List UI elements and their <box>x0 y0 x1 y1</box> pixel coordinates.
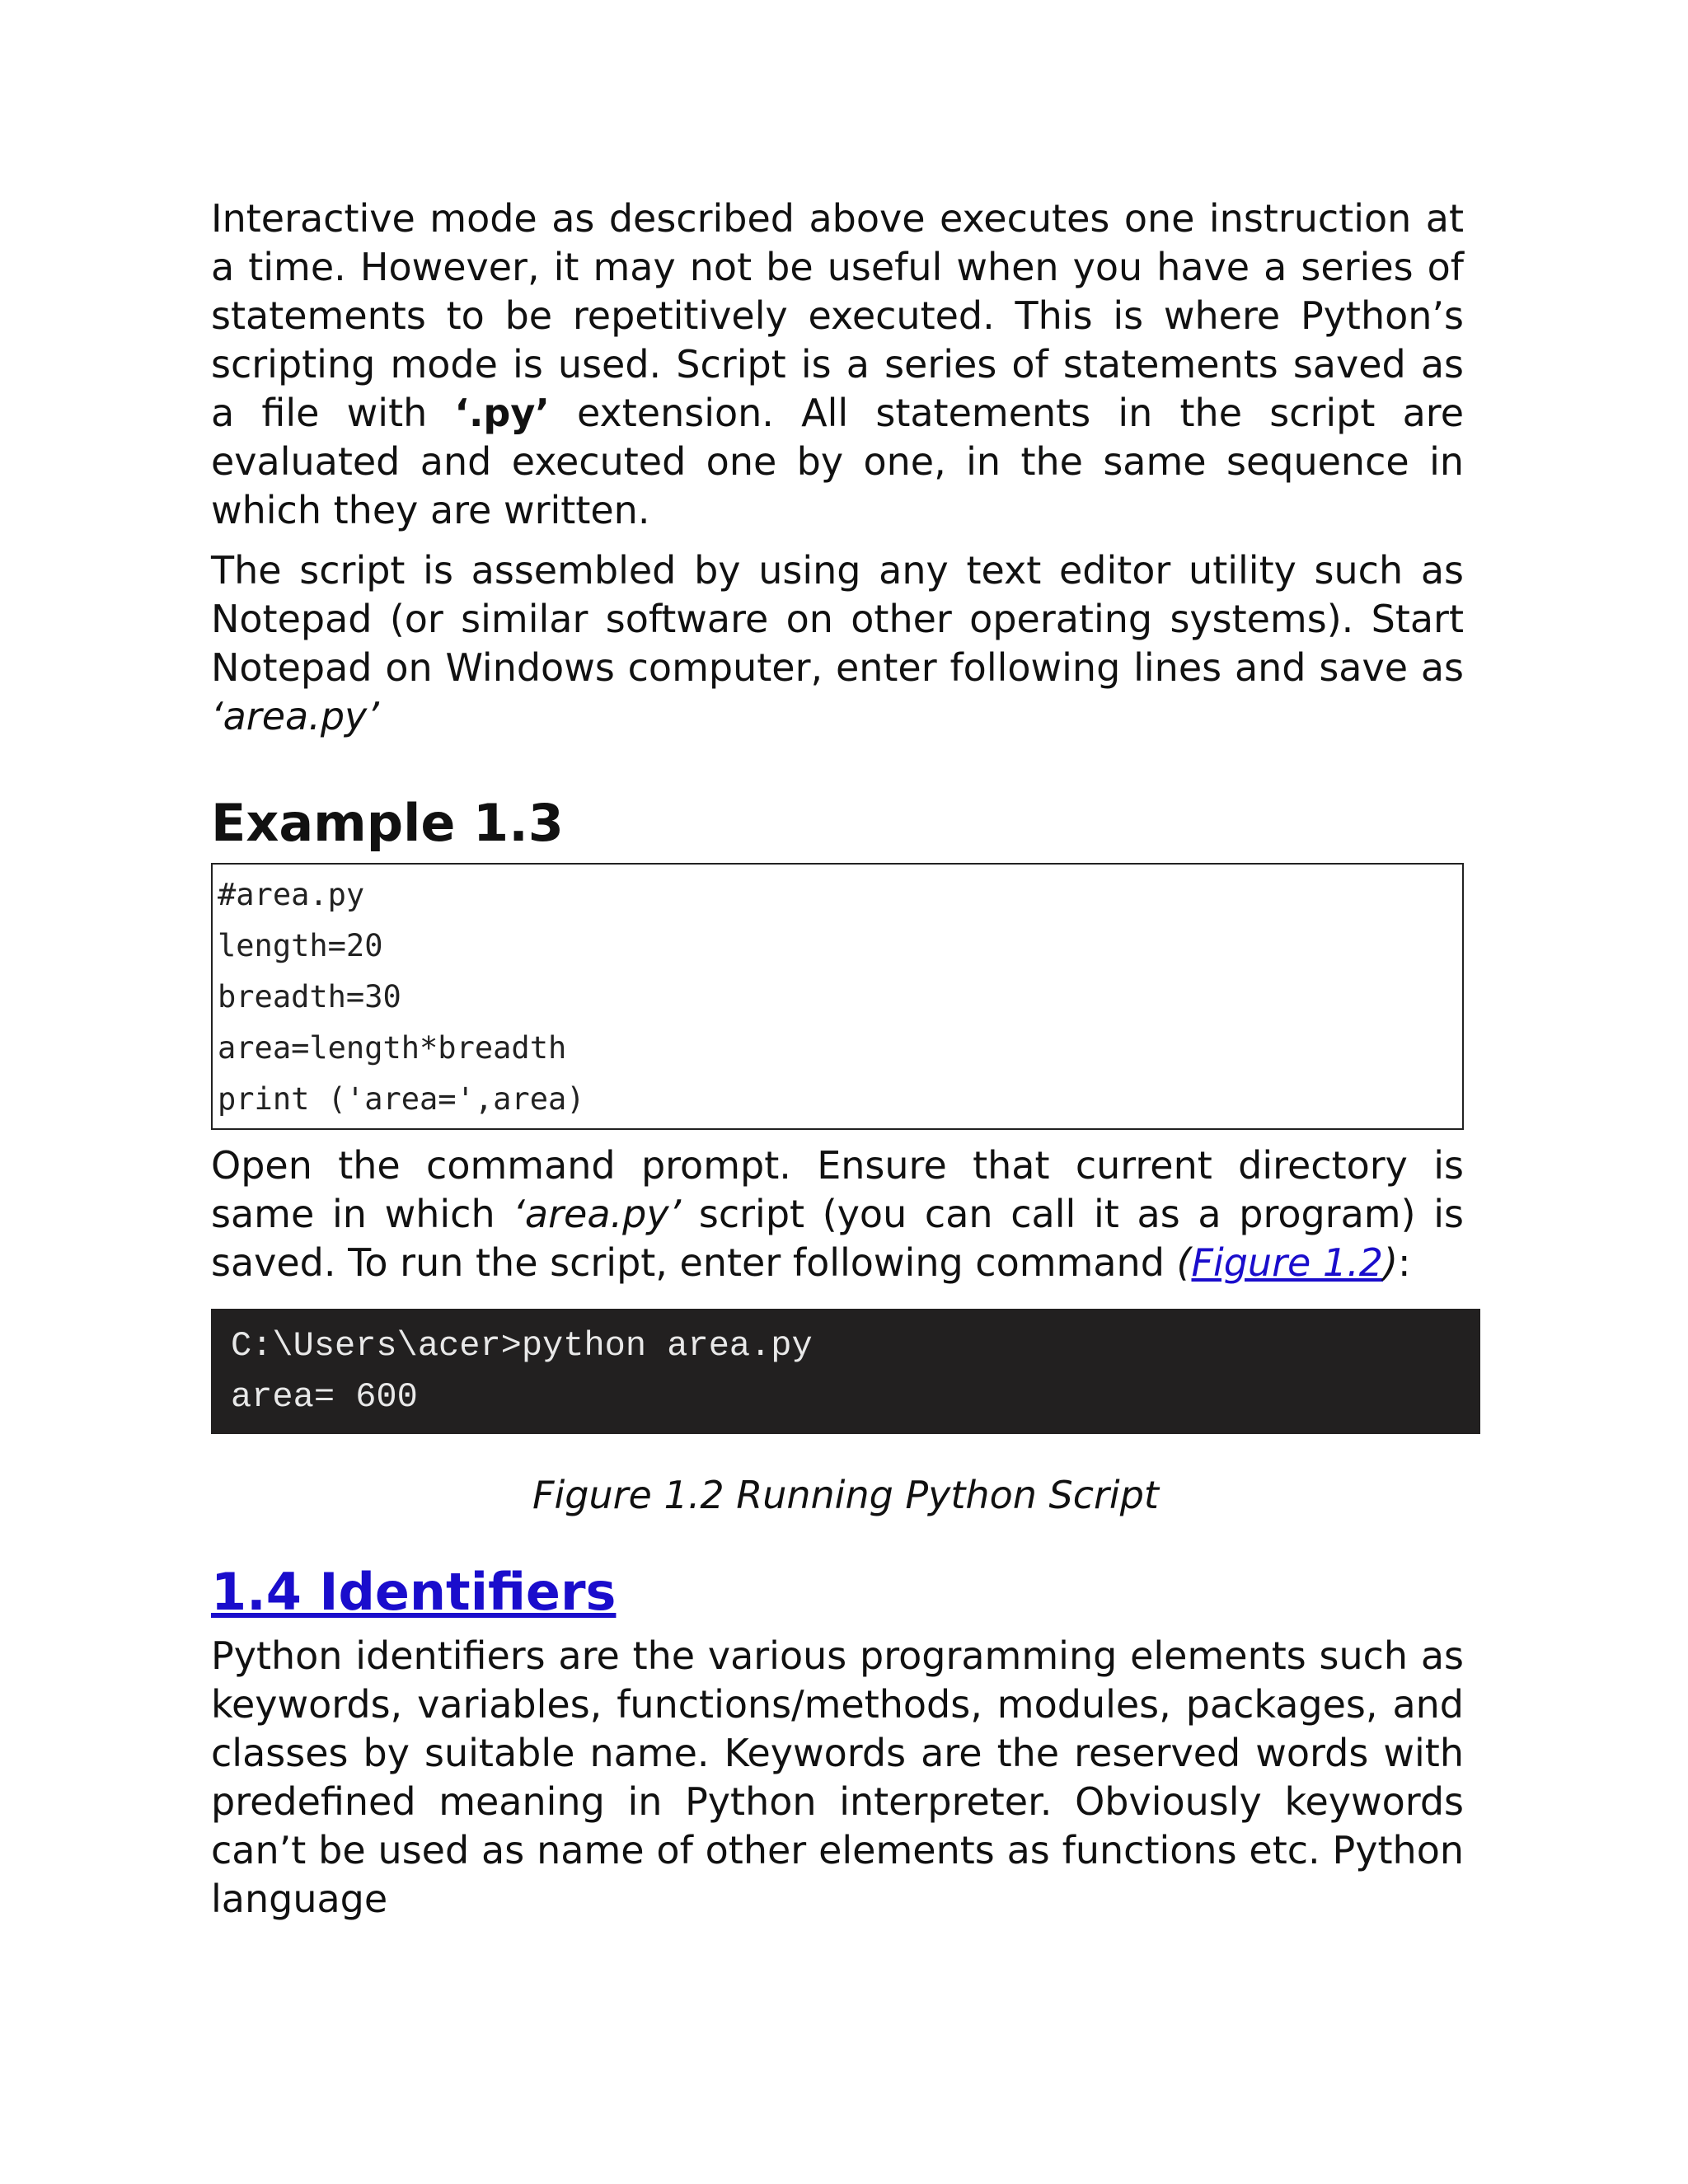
document-page <box>211 194 1464 1924</box>
paragraph-script-assembly <box>211 546 1464 741</box>
console-line: area= 600 <box>231 1377 418 1417</box>
colon: : <box>1398 1240 1411 1285</box>
console-line: C:\Users\acer>python area.py <box>231 1326 813 1366</box>
paren-open: ( <box>1176 1240 1192 1285</box>
paragraph-identifiers: Python identifiers are the various programming elements such as keywords, variables, functions/methods, modules, packages, and classes by suitable name. Keywords are the reserved words with predefined meaning in Python interpreter. Obviously keywords can’t be used as name of other elements as functions etc. Python language <box>211 1633 1464 1921</box>
area-filename: ‘area.py’ <box>211 694 379 738</box>
paragraph-text: Open the command prompt. Ensure that current directory is same in which <box>211 1143 1464 1236</box>
section-heading-link[interactable]: 1.4 Identifiers <box>211 1562 617 1622</box>
py-extension: ‘.py’ <box>454 391 550 435</box>
code-line: #area.py <box>218 877 365 912</box>
paragraph-run-script <box>211 1141 1464 1287</box>
code-line: print ('area=',area) <box>218 1081 585 1117</box>
figure-caption: Figure 1.2 Running Python Script <box>532 1473 1159 1517</box>
paragraph-text-end: extension. All statements in the script are evaluated and executed one by one, in the same sequence in which they are written. <box>211 391 1465 532</box>
code-block <box>211 863 1464 1130</box>
code-line: breadth=30 <box>218 979 401 1015</box>
paragraph-interactive-mode <box>211 194 1464 535</box>
paragraph-text-mid: script (you can call it as a program) is saved. To run the script, enter following command <box>211 1192 1464 1285</box>
paren-close: ) <box>1383 1240 1399 1285</box>
figure-link[interactable]: Figure 1.2 <box>1191 1240 1384 1285</box>
paragraph-text: The script is assembled by using any text editor utility such as Notepad (or similar software on other operating systems). Start Notepad on Windows computer, enter following lines and save as <box>211 548 1464 690</box>
code-line: area=length*breadth <box>218 1030 567 1066</box>
area-filename: ‘area.py’ <box>513 1192 682 1236</box>
code-line: length=20 <box>218 928 383 963</box>
example-heading: Example 1.3 <box>211 793 564 853</box>
console-screenshot <box>211 1309 1480 1434</box>
paragraph-text: Interactive mode as described above executes one instruction at a time. However, it may not be useful when you have a series of statements to be repetitively executed. This is where Python’s scripting mode is used. Script is a series of statements saved as a file with <box>211 196 1464 435</box>
